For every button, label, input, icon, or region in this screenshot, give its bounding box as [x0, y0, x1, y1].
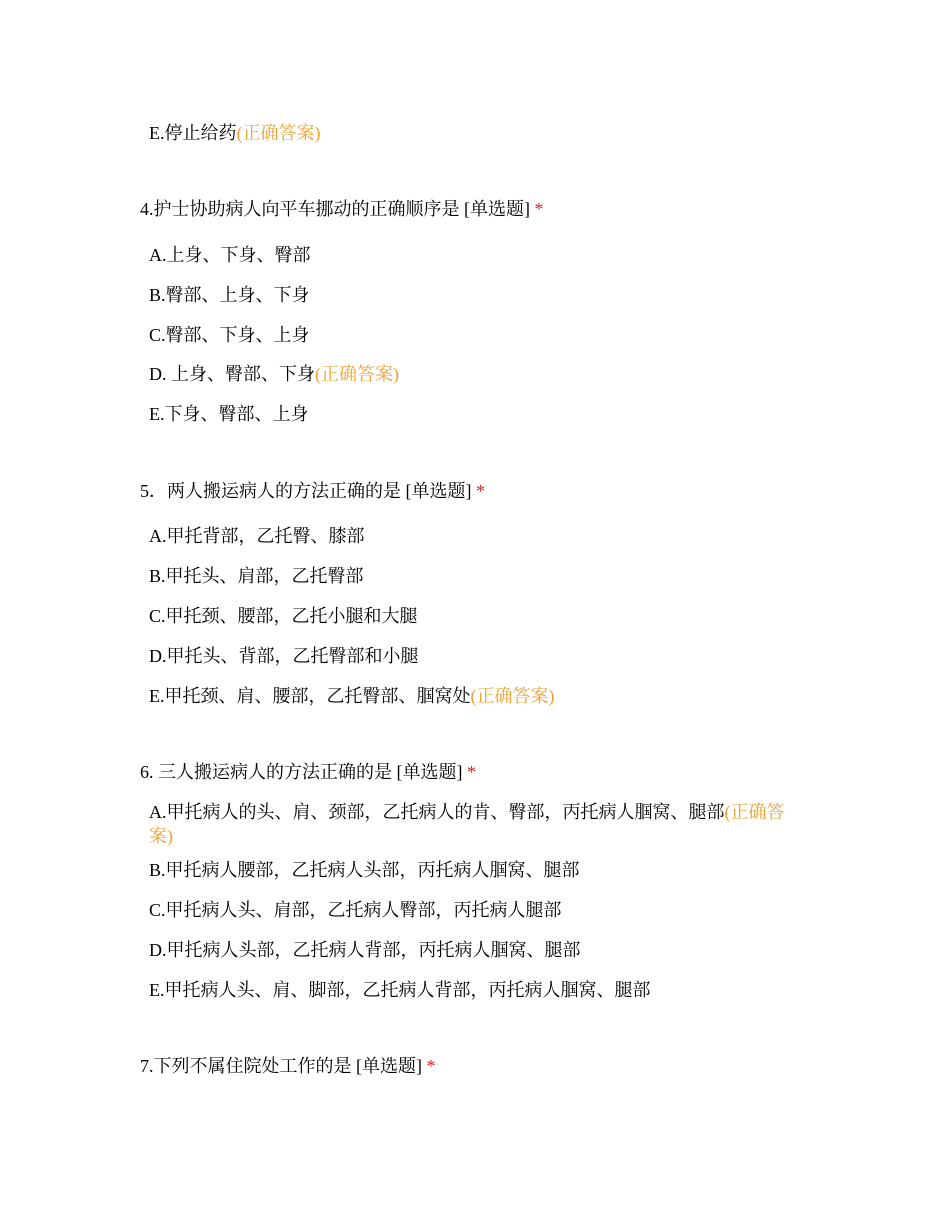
option-text: E.停止给药 [149, 123, 237, 143]
option-text: E.甲托病人头、肩、脚部，乙托病人背部，丙托病人腘窝、腿部 [149, 980, 651, 1000]
option-text: C.甲托病人头、肩部，乙托病人臀部，丙托病人腿部 [149, 900, 562, 920]
option-text: E.甲托颈、肩、腰部，乙托臀部、腘窝处 [149, 686, 471, 706]
q5-option-b [149, 564, 799, 588]
option-text: D. 上身、臀部、下身 [149, 364, 315, 384]
question-text: 4.护士协助病人向平车挪动的正确顺序是 [单选题] [140, 199, 530, 219]
q4-option-c [149, 323, 799, 347]
required-star: * [534, 199, 544, 219]
question-6-title [140, 760, 820, 784]
option-text: A.上身、下身、臀部 [149, 245, 311, 265]
question-text: 6. 三人搬运病人的方法正确的是 [单选题] [140, 762, 463, 782]
q4-option-d [149, 362, 799, 386]
q6-option-a [149, 800, 794, 848]
required-star: * [426, 1056, 436, 1076]
q6-option-d [149, 938, 799, 962]
q4-option-e [149, 402, 799, 426]
option-text: B.甲托头、肩部，乙托臀部 [149, 566, 364, 586]
option-text: E.下身、臀部、上身 [149, 404, 309, 424]
required-star: * [467, 762, 476, 782]
q4-option-a [149, 243, 799, 267]
option-text: B.臀部、上身、下身 [149, 285, 310, 305]
q6-option-b [149, 858, 799, 882]
q5-option-e [149, 684, 799, 708]
option-text: A.甲托病人的头、肩、颈部，乙托病人的肯、臀部，丙托病人腘窝、腿部 [149, 802, 725, 822]
question-4-title [140, 197, 820, 221]
question-5-title [140, 479, 820, 503]
q6-option-c [149, 898, 799, 922]
correct-answer-tag: (正确答案) [315, 364, 399, 384]
correct-answer-tag: (正确答案) [236, 123, 321, 143]
question-text: 5．两人搬运病人的方法正确的是 [单选题] [140, 481, 472, 501]
q5-option-c [149, 604, 799, 628]
q5-option-d [149, 644, 799, 668]
q5-option-a [149, 524, 799, 548]
correct-answer-tag: (正确答案) [470, 686, 555, 706]
q3-option-e [149, 121, 799, 145]
option-text: B.甲托病人腰部，乙托病人头部，丙托病人腘窝、腿部 [149, 860, 580, 880]
correct-answer-tag: (正确答案) [149, 802, 785, 846]
q4-option-b [149, 283, 799, 307]
option-text: C.甲托颈、腰部，乙托小腿和大腿 [149, 606, 418, 626]
option-text: C.臀部、下身、上身 [149, 325, 310, 345]
q6-option-e [149, 978, 799, 1002]
question-7-title [140, 1054, 820, 1078]
required-star: * [476, 481, 485, 501]
option-text: D.甲托病人头部，乙托病人背部，丙托病人腘窝、腿部 [149, 940, 581, 960]
option-text: A.甲托背部，乙托臀、膝部 [149, 526, 365, 546]
option-text: D.甲托头、背部，乙托臀部和小腿 [149, 646, 419, 666]
question-text: 7.下列不属住院处工作的是 [单选题] [140, 1056, 422, 1076]
